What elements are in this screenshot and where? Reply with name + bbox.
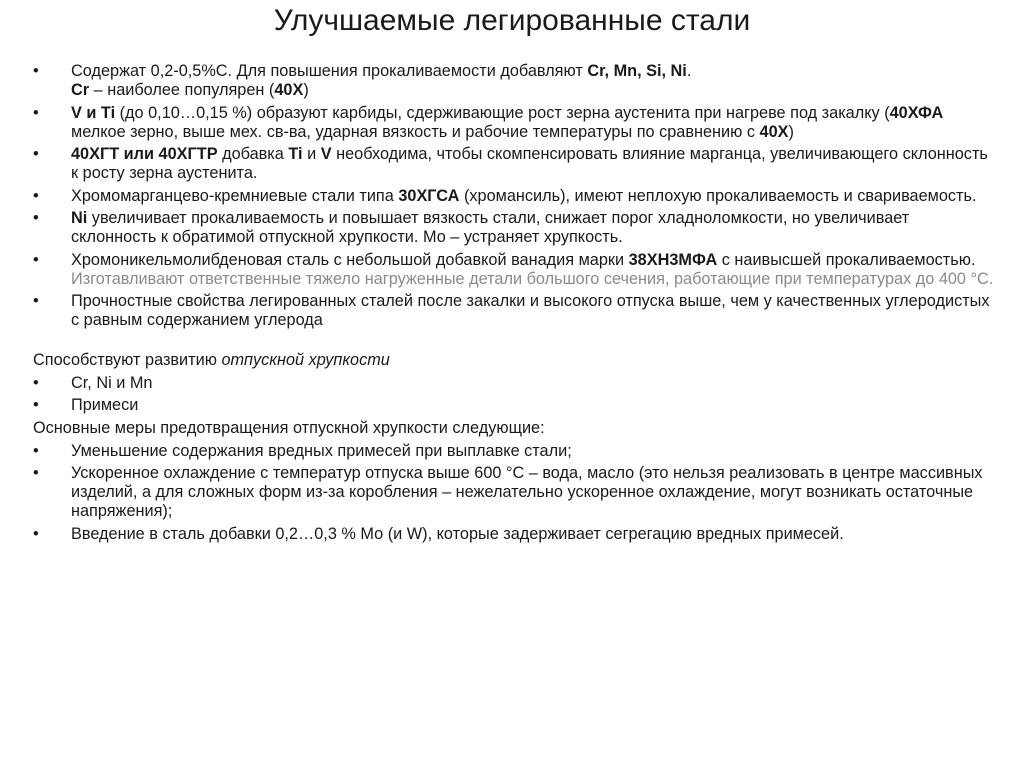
list-item: • Хромоникельмолибденовая сталь с небольшой добавкой ванадия марки 38ХН3МФА с наивысшей прокаливаемостью. Изготавливают ответственные тяжело нагруженные детали большого сечения, работающие при температурах до 400 °С. [33,250,994,288]
bullet-marker: • [33,186,39,205]
bullet-marker: • [33,373,39,392]
list-item: • V и Ti (до 0,10…0,15 %) образуют карбиды, сдерживающие рост зерна аустенита при нагреве под закалку (40ХФА мелкое зерно, выше мех. св-ва, ударная вязкость и рабочие температуры по сравнению с 40X) [33,103,944,141]
list-item: • Уменьшение содержания вредных примесей при выплавке стали; [33,441,572,460]
bullet-marker: • [33,396,39,414]
bullet-marker: • [33,103,39,122]
bullet-marker: • [33,145,39,163]
list-item: • Содержат 0,2-0,5%С. Для повышения прокаливаемости добавляют Cr, Mn, Si, Ni. Cr – наиболее популярен (40X) [33,62,692,99]
bullet-marker: • [33,464,39,482]
section-heading: Способствуют развитию отпускной хрупкости [33,350,390,369]
list-item: • Ускоренное охлаждение с температур отпуска выше 600 °С – вода, масло (это нельзя реализовать в центре массивных изделий, а для сложных форм из-за коробления – нежелательно ускоренное охлаждение, могут возникать остаточные напряжения); [33,464,983,520]
muted-note: Изготавливают ответственные тяжело нагруженные детали большого сечения, работающие при температурах до 400 °С. [71,269,994,288]
content-body [33,62,998,547]
list-item: • Хромомарганцево-кремниевые стали типа 30ХГСА (хромансиль), имеют неплохую прокаливаемость и свариваемость. [33,186,977,205]
bullet-marker: • [33,250,39,269]
list-item: • Введение в сталь добавки 0,2…0,3 % Мо (и W), которые задерживает сегрегацию вредных примесей. [33,524,844,543]
bullet-marker: • [33,209,39,227]
list-item: • Cr, Ni и Mn [33,373,153,392]
list-item: • Ni увеличивает прокаливаемость и повышает вязкость стали, снижает порог хладноломкости, но увеличивает склонность к обратимой отпускной хрупкости. Мо – устраняет хрупкость. [33,209,910,246]
section-heading: Основные меры предотвращения отпускной хрупкости следующие: [33,418,545,437]
page-title: Улучшаемые легированные стали [273,4,751,37]
bullet-marker: • [33,62,39,80]
bullet-marker: • [33,441,39,460]
bullet-marker: • [33,292,39,310]
list-item: • Прочностные свойства легированных сталей после закалки и высокого отпуска выше, чем у качественных углеродистых с равным содержанием углерода [33,292,990,329]
bullet-marker: • [33,524,39,543]
list-item: • 40ХГТ или 40ХГТР добавка Ti и V необходима, чтобы скомпенсировать влияние марганца, увеличивающего склонность к росту зерна аустенита. [33,145,988,182]
list-item: • Примеси [33,396,139,414]
